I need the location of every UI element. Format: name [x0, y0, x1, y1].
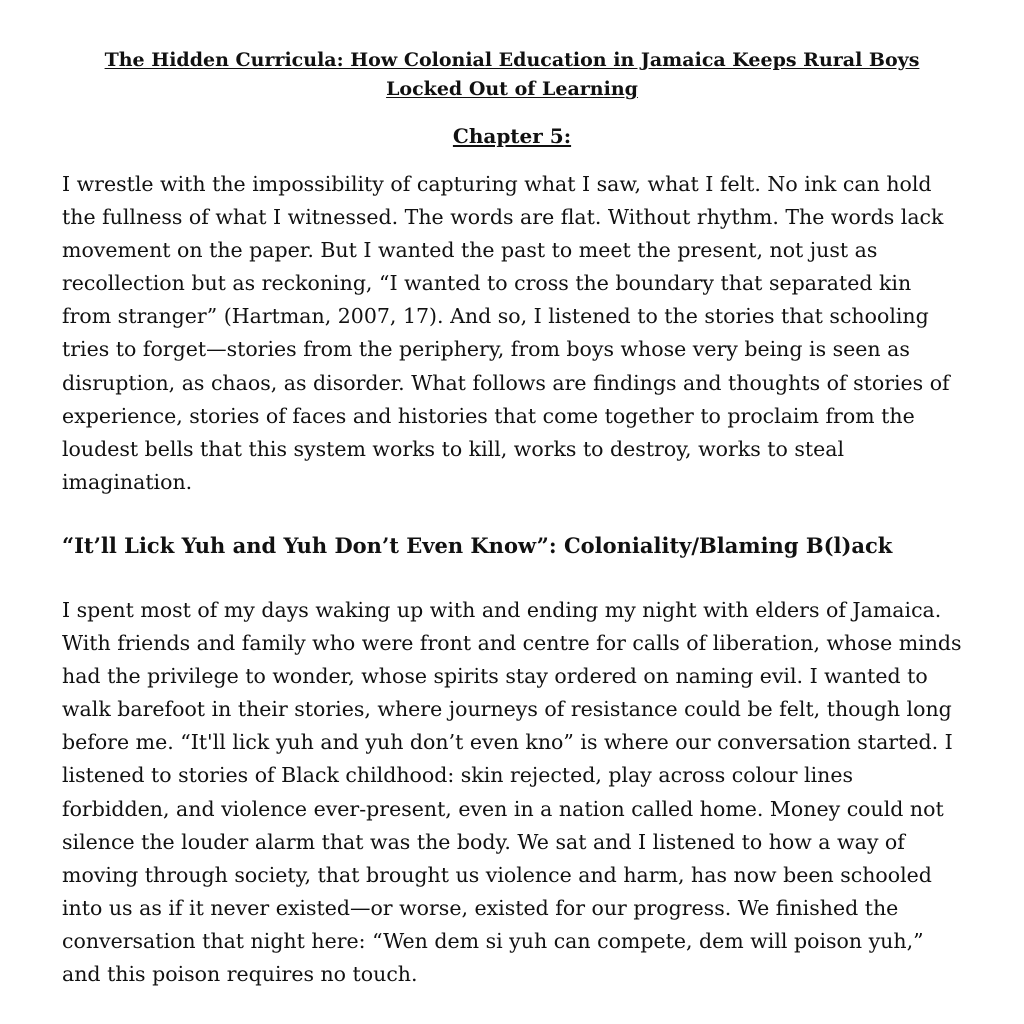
section-heading: “It’ll Lick Yuh and Yuh Don’t Even Know”: Coloniality/Blaming B(l)ack — [62, 532, 893, 558]
body-paragraph: I spent most of my days waking up with and ending my night with elders of Jamaica. With friends and family who were front and centre for calls of liberation, whose minds had the privilege to wonder, whose spirits stay ordered on naming evil. I wanted to walk barefoot in their stories, where journeys of resistance could be felt, though long before me. “It'll lick yuh and yuh don’t even kno” is where our conversation started. I listened to stories of Black childhood: skin rejected, play across colour lines forbidden, and violence ever-present, even in a nation called home. Money could not silence the louder alarm that was the body. We sat and I listened to how a way of moving through society, that brought us violence and harm, has now been schooled into us as if it never existed—or worse, existed for our progress. We finished the conversation that night here: “Wen dem si yuh can compete, dem will poison yuh,” and this poison requires no touch. — [62, 597, 962, 986]
intro-paragraph: I wrestle with the impossibility of capturing what I saw, what I felt. No ink can hold the fullness of what I witnessed. The words are flat. Without rhythm. The words lack movement on the paper. But I wanted the past to meet the present, not just as recollection but as reckoning, “I wanted to cross the boundary that separated kin from stranger” (Hartman, 2007, 17). And so, I listened to the stories that schooling tries to forget—stories from the periphery, from boys whose very being is seen as disruption, as chaos, as disorder. What follows are findings and thoughts of stories of experience, stories of faces and histories that come together to proclaim from the loudest bells that this system works to kill, works to destroy, works to steal imagination. — [62, 172, 950, 494]
document-title-line-2: Locked Out of Learning — [386, 78, 638, 100]
chapter-heading: Chapter 5: — [452, 124, 572, 148]
document-title — [62, 46, 962, 104]
document-title-line-1: The Hidden Curricula: How Colonial Education in Jamaica Keeps Rural Boys — [104, 49, 920, 71]
